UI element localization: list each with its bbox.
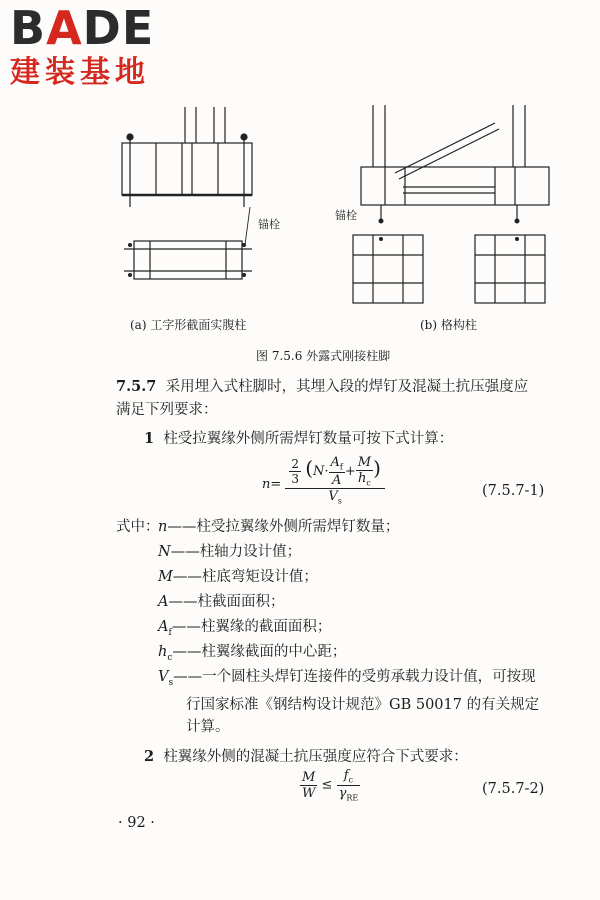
figure-b-drawing — [345, 95, 560, 310]
definition-text: ——柱翼缘截面的中心距； — [172, 644, 347, 660]
definition-symbol: h — [158, 644, 168, 660]
definition-item — [158, 591, 536, 616]
figure-title: 图 7.5.6 外露式刚接柱脚 — [256, 349, 391, 363]
figure-a-drawing — [110, 95, 310, 310]
sub-RE: RE — [346, 793, 359, 803]
leq-sign: ≤ — [321, 777, 333, 793]
symbol-fc: f — [343, 768, 349, 783]
definition-symbol: M — [158, 569, 173, 585]
item-2-number: 2 — [144, 748, 155, 765]
definition-symbol: V — [158, 669, 169, 685]
anchor-label-b: 锚栓 — [335, 209, 357, 222]
symbol-W: W — [302, 785, 316, 801]
definition-symbol: A — [158, 619, 169, 635]
definition-subscript: f — [168, 627, 172, 638]
figure-a-caption: (a) 工字形截面实腹柱 — [130, 318, 247, 332]
item-2-text: 柱翼缘外侧的混凝土抗压强度应符合下式要求： — [163, 749, 468, 765]
anchor-label-a: 锚栓 — [258, 218, 280, 231]
definition-text: ——柱翼缘的截面面积； — [171, 619, 332, 635]
definition-text: ——一个圆柱头焊钉连接件的受剪承载力设计值，可按现 — [173, 669, 536, 685]
definition-symbol: A — [158, 594, 169, 610]
definition-subscript: c — [167, 652, 173, 663]
formula-1 — [262, 455, 385, 505]
sub-c2: c — [348, 775, 354, 785]
definition-item — [158, 641, 536, 666]
formula-2 — [300, 768, 360, 802]
definition-item — [158, 541, 536, 566]
definition-text: ——柱截面面积； — [168, 594, 285, 610]
coef-den: 3 — [291, 471, 300, 486]
definition-cont-1: 行国家标准《钢结构设计规范》GB 50017 的有关规定 — [186, 697, 540, 713]
definition-item — [158, 516, 536, 541]
item-2 — [144, 746, 468, 768]
formula-1-lhs: n= — [262, 477, 282, 492]
symbol-gamma: γ — [338, 785, 347, 801]
symbol-M: M — [357, 455, 372, 470]
definition-text: ——柱底弯矩设计值； — [172, 569, 318, 585]
section-7-5-7 — [116, 376, 596, 398]
symbol-hc: h — [358, 471, 367, 486]
definition-text: ——柱轴力设计值； — [170, 544, 302, 560]
definition-item — [158, 616, 536, 641]
dot: · — [324, 463, 329, 479]
item-1-text: 柱受拉翼缘外侧所需焊钉数量可按下式计算： — [163, 431, 454, 447]
section-number: 7.5.7 — [116, 378, 157, 395]
sub-f: f — [339, 462, 343, 472]
logo-wordmark: BADE — [10, 1, 155, 55]
symbol-A: A — [332, 472, 342, 488]
item-1 — [144, 428, 453, 450]
formula-1-fraction: $\frac{2}{3}$ (N· $\frac{A_f}{A}$ + $\frac{M}{h_c}$ ) $V_s$ — [285, 455, 385, 505]
sub-s: s — [337, 496, 342, 506]
coef-num: 2 — [291, 456, 300, 471]
definition-symbol: N — [158, 544, 171, 560]
section-line-2: 满足下列要求： — [116, 402, 218, 418]
definitions-intro: 式中： — [116, 519, 160, 535]
item-1-number: 1 — [144, 430, 155, 447]
plus: + — [344, 463, 356, 479]
figure-b-caption: (b) 格构柱 — [420, 318, 477, 332]
symbol-Af: A — [330, 455, 340, 470]
sub-c: c — [366, 478, 371, 488]
definition-item — [158, 566, 536, 591]
formula-2-number: (7.5.7-2) — [482, 781, 545, 797]
definition-symbol: n — [158, 519, 168, 535]
definition-subscript: s — [168, 677, 174, 688]
section-line-1: 采用埋入式柱脚时，其埋入段的焊钉及混凝土抗压强度应 — [165, 379, 529, 395]
definition-text: ——柱受拉翼缘外侧所需焊钉数量； — [167, 519, 400, 535]
symbol-N: N — [313, 463, 325, 479]
logo-subtitle: 建装基地 — [10, 55, 150, 90]
definition-item — [158, 666, 536, 691]
page-number: · 92 · — [118, 815, 155, 831]
formula-1-number: (7.5.7-1) — [482, 483, 545, 499]
definition-cont-2: 计算。 — [186, 719, 230, 735]
symbol-M2: M — [300, 770, 317, 786]
symbol-Vs: V — [328, 488, 338, 504]
definitions-list — [158, 516, 536, 691]
